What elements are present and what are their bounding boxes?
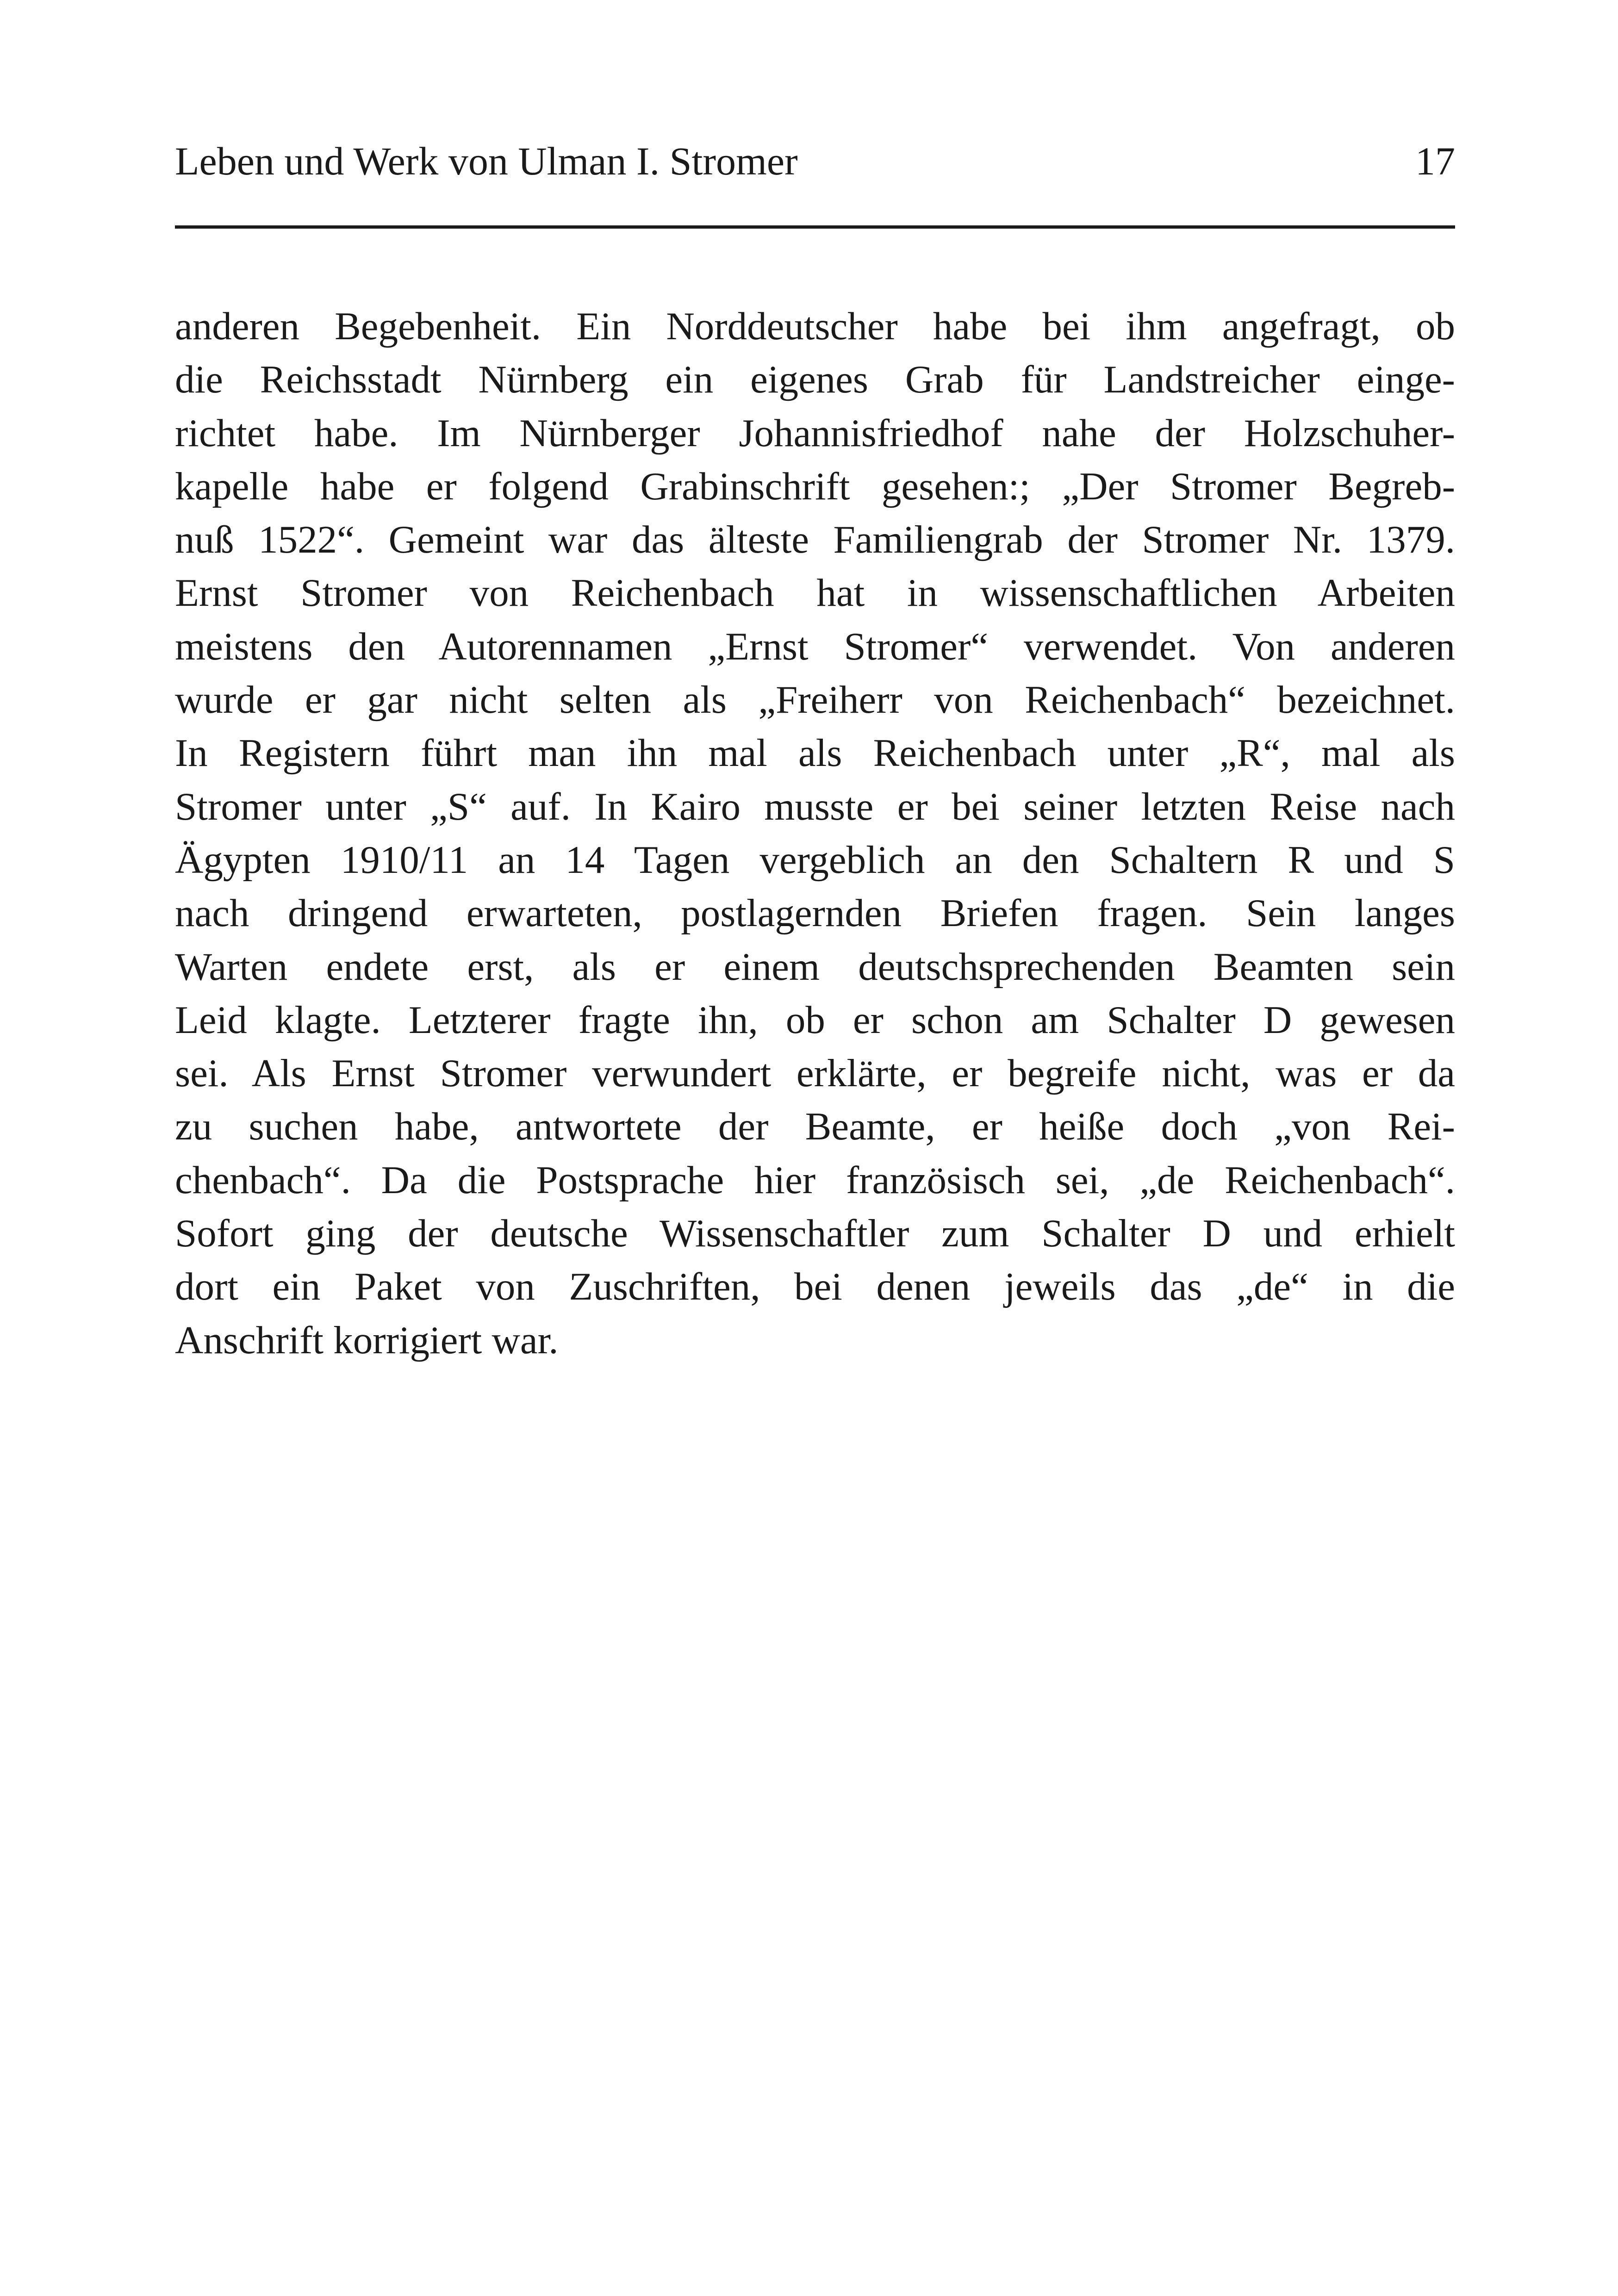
header-rule bbox=[175, 225, 1455, 229]
text-line: sei. Als Ernst Stromer verwundert erklärte, er begreife nicht, was er da bbox=[175, 1052, 1455, 1095]
running-head bbox=[175, 133, 1455, 189]
page-number: 17 bbox=[1415, 139, 1455, 183]
text-line: In Registern führt man ihn mal als Reichenbach unter „R“, mal als bbox=[175, 731, 1455, 775]
text-line: Stromer unter „S“ auf. In Kairo musste er bei seiner letzten Reise nach bbox=[175, 784, 1455, 828]
text-line: Warten endete erst, als er einem deutschsprechenden Beamten sein bbox=[175, 945, 1455, 989]
text-line: Ägypten 1910/11 an 14 Tagen vergeblich an den Schaltern R und S bbox=[175, 838, 1455, 882]
text-line: zu suchen habe, antwortete der Beamte, er heiße doch „von Rei- bbox=[175, 1105, 1455, 1149]
text-line: Ernst Stromer von Reichenbach hat in wissenschaftlichen Arbeiten bbox=[175, 571, 1455, 615]
text-line: meistens den Autorennamen „Ernst Stromer“ verwendet. Von anderen bbox=[175, 624, 1455, 668]
text-line-last: Anschrift korrigiert war. bbox=[175, 1318, 559, 1362]
text-line: richtet habe. Im Nürnberger Johannisfriedhof nahe der Holzschuher- bbox=[175, 411, 1455, 455]
body-paragraph bbox=[175, 300, 1455, 1367]
text-line: Sofort ging der deutsche Wissenschaftler zum Schalter D und erhielt bbox=[175, 1212, 1455, 1256]
text-line: anderen Begebenheit. Ein Norddeutscher habe bei ihm angefragt, ob bbox=[175, 305, 1455, 348]
text-line: chenbach“. Da die Postsprache hier französisch sei, „de Reichenbach“. bbox=[175, 1158, 1455, 1202]
text-line: nuß 1522“. Gemeint war das älteste Familiengrab der Stromer Nr. 1379. bbox=[175, 518, 1455, 562]
text-line: nach dringend erwarteten, postlagernden Briefen fragen. Sein langes bbox=[175, 891, 1455, 935]
text-line: wurde er gar nicht selten als „Freiherr von Reichenbach“ bezeichnet. bbox=[175, 678, 1455, 722]
text-line: Leid klagte. Letzterer fragte ihn, ob er schon am Schalter D gewesen bbox=[175, 998, 1455, 1042]
text-line: die Reichsstadt Nürnberg ein eigenes Grab für Landstreicher einge- bbox=[175, 358, 1455, 402]
text-line: dort ein Paket von Zuschriften, bei denen jeweils das „de“ in die bbox=[175, 1265, 1455, 1309]
running-head-title: Leben und Werk von Ulman I. Stromer bbox=[175, 139, 798, 183]
text-line: kapelle habe er folgend Grabinschrift gesehen:; „Der Stromer Begreb- bbox=[175, 464, 1455, 508]
